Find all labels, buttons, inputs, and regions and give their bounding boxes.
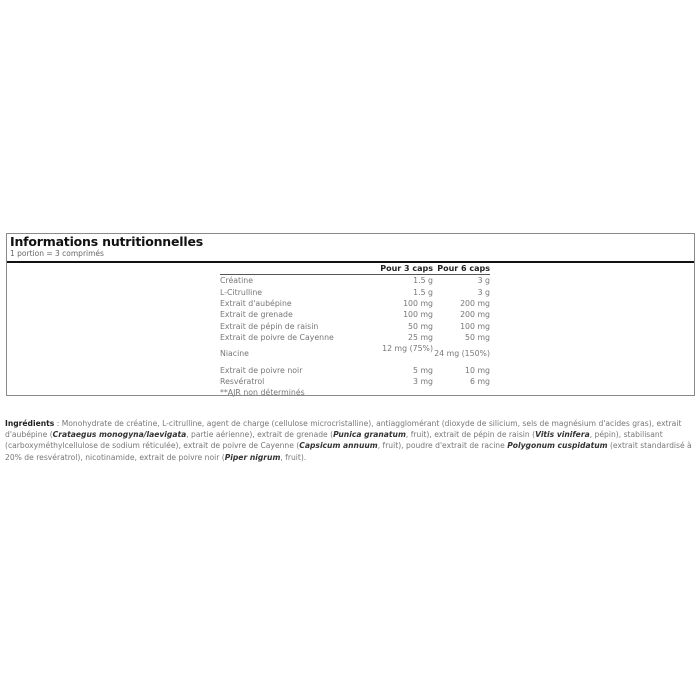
nutrient-name: Extrait de poivre noir bbox=[220, 365, 303, 375]
amount-3-caps: 100 mg bbox=[403, 310, 433, 320]
table-row bbox=[220, 364, 490, 375]
footnote: **AJR non déterminés bbox=[220, 388, 305, 398]
column-header-name bbox=[220, 263, 380, 275]
nutrient-name: Créatine bbox=[220, 276, 254, 286]
amount-6-caps: 50 mg bbox=[465, 333, 490, 343]
amount-3-caps: 100 mg bbox=[403, 298, 433, 308]
table-header-row bbox=[220, 263, 490, 275]
amount-6-caps: 6 mg bbox=[470, 376, 490, 386]
nutrient-name: Niacine bbox=[220, 349, 249, 359]
amount-3-caps: 3 mg bbox=[413, 376, 433, 386]
amount-6-caps: 10 mg bbox=[465, 365, 490, 375]
column-header-6-caps: Pour 6 caps bbox=[433, 263, 490, 275]
ingredients-text: , fruit). bbox=[280, 452, 307, 462]
table-row bbox=[220, 298, 490, 309]
footnote-row bbox=[220, 387, 490, 398]
table-row bbox=[220, 321, 490, 332]
table-row bbox=[220, 343, 490, 364]
table-row bbox=[220, 275, 490, 287]
amount-6-caps: 100 mg bbox=[460, 321, 490, 331]
ingredients-text: , pépin), stabilisant (carboxyméthylcellulose de sodium réticulée), extrait de poivre de Cayenne ( bbox=[5, 430, 663, 451]
ingredients-text: : Monohydrate de créatine, L-citrulline, agent de charge (cellulose microcristalline), antiagglomérant (dioxyde de silicium, sels de magnésium d'acides gras), extrait d'aubépine ( bbox=[5, 419, 682, 440]
nutrient-name: Extrait de pépin de raisin bbox=[220, 321, 319, 331]
amount-6-caps: 3 g bbox=[477, 287, 490, 297]
table-row bbox=[220, 309, 490, 320]
amount-6-caps: 200 mg bbox=[460, 310, 490, 320]
amount-3-caps: 25 mg bbox=[408, 333, 433, 343]
ingredients-text: , fruit), extrait de pépin de raisin ( bbox=[405, 430, 536, 440]
botanical-name: Crataegus monogyna/laevigata bbox=[52, 430, 187, 440]
amount-6-caps: 200 mg bbox=[460, 298, 490, 308]
nutrient-name: Extrait de poivre de Cayenne bbox=[220, 333, 334, 343]
table-row bbox=[220, 286, 490, 297]
nutrient-name: Extrait de grenade bbox=[220, 310, 293, 320]
amount-3-caps: 12 mg (75%) bbox=[382, 344, 433, 354]
nutrition-table bbox=[220, 263, 490, 399]
nutrient-name: Resvératrol bbox=[220, 376, 265, 386]
table-row bbox=[220, 376, 490, 387]
ingredients-text: (extrait standardisé à 20% de resvératrol), nicotinamide, extrait de poivre noir ( bbox=[5, 441, 692, 462]
nutrient-name: Extrait d'aubépine bbox=[220, 298, 292, 308]
nutrition-title: Informations nutritionnelles bbox=[10, 234, 203, 249]
nutrition-facts-panel bbox=[6, 233, 695, 396]
column-header-3-caps: Pour 3 caps bbox=[380, 264, 433, 273]
botanical-name: Vitis vinifera bbox=[535, 430, 590, 440]
amount-6-caps: 3 g bbox=[477, 276, 490, 286]
amount-6-caps: 24 mg (150%) bbox=[434, 349, 490, 359]
amount-3-caps: 1.5 g bbox=[413, 287, 433, 297]
botanical-name: Polygonum cuspidatum bbox=[507, 441, 608, 451]
table-row bbox=[220, 332, 490, 343]
ingredients-label: Ingrédients bbox=[5, 419, 55, 428]
botanical-name: Punica granatum bbox=[333, 430, 406, 440]
nutrient-name: L-Citrulline bbox=[220, 287, 263, 297]
botanical-name: Capsicum annuum bbox=[299, 441, 378, 451]
ingredients-paragraph bbox=[5, 418, 695, 463]
amount-3-caps: 5 mg bbox=[413, 365, 433, 375]
ingredients-text: , partie aérienne), extrait de grenade ( bbox=[186, 430, 334, 440]
botanical-name: Piper nigrum bbox=[224, 452, 281, 462]
amount-3-caps: 50 mg bbox=[408, 321, 433, 331]
serving-size: 1 portion = 3 comprimés bbox=[10, 249, 104, 258]
amount-3-caps: 1.5 g bbox=[413, 276, 433, 286]
ingredients-text: , fruit), poudre d'extrait de racine bbox=[377, 441, 508, 451]
